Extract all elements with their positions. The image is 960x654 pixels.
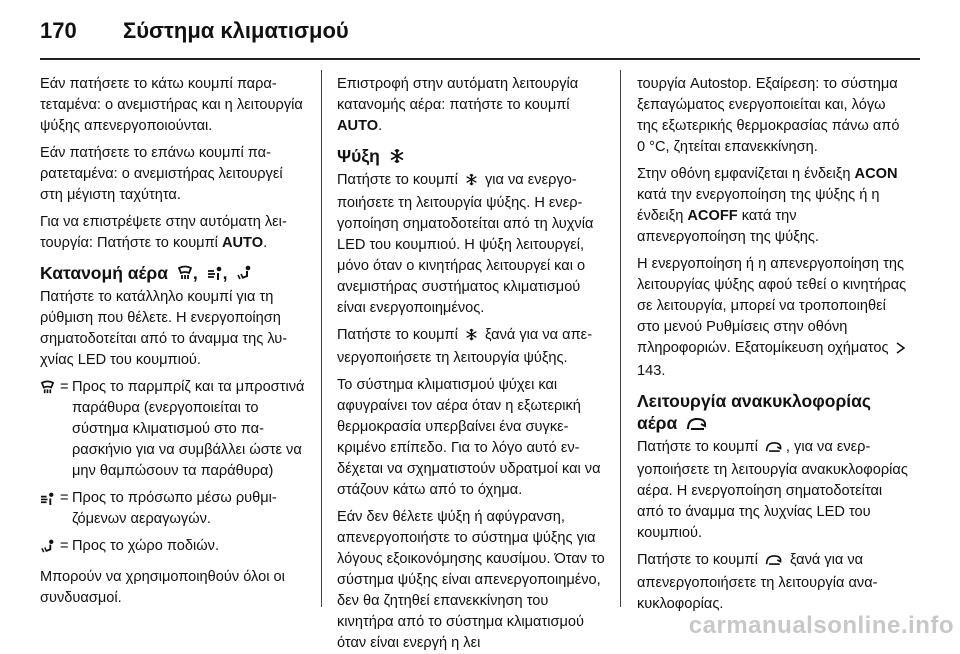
- windshield-airflow-icon: [40, 377, 60, 482]
- definition-text: Προς το παρμπρίζ και τα μπροστινά παράθυρα (ενεργοποιείται το σύστημα κλιματισμού στο παρασκήνιο για να συμβάλλει ώστε να μην θαμπώσουν τα παράθυρα): [72, 379, 305, 479]
- acoff-label: ACOFF: [687, 208, 738, 224]
- header-divider: [40, 58, 920, 60]
- footwell-airflow-icon: [236, 264, 252, 286]
- windshield-airflow-icon: [177, 264, 193, 286]
- paragraph: Πατήστε το κατάλληλο κουμπί για τη ρύθμιση που θέλετε. Η ενεργοποίηση σηματοδοτείται από το άναμμα της λυχνίας LED του κουμπιού.: [40, 289, 288, 368]
- recirculation-icon: [765, 552, 783, 573]
- column-divider-2: [620, 70, 621, 607]
- paragraph: Στην οθόνη εμφανίζεται η ένδειξη ACON κατά την ενεργοποίηση της ψύξης ή η ένδειξη ACOFF κατά την απενεργοποίηση της ψύξης.: [637, 166, 898, 245]
- face-airflow-icon: [40, 488, 60, 530]
- page-reference-arrow-icon: [896, 340, 905, 361]
- paragraph: Πατήστε το κουμπί ξανά για να απενεργοποιήσετε τη λειτουργία ανακυκλοφορίας.: [637, 552, 878, 612]
- paragraph: Η ενεργοποίηση ή η απενεργοποίηση της λειτουργίας ψύξης αφού τεθεί ο κινητήρας σε λειτουργία, μπορεί να τροποποιηθεί στο μενού Ρυθμίσεις στην οθόνη πληροφοριών. Εξατομίκευση οχήματος 143.: [637, 256, 907, 379]
- footwell-airflow-icon: [40, 536, 60, 557]
- auto-key-label: AUTO: [337, 118, 379, 134]
- auto-key-label: AUTO: [221, 235, 264, 251]
- watermark: carmanualsonline.info: [688, 612, 954, 639]
- paragraph: Το σύστημα κλιματισμού ψύχει και αφυγραίνει τον αέρα όταν η εξωτερική θερμοκρασία υπερβαίνει ένα συγκεκριμένο επίπεδο. Για το λόγο αυτό ενδέχεται να σχηματιστούν υδρατμοί και να στάζουν κάτω από το όχημα.: [337, 377, 601, 498]
- paragraph: Πατήστε το κουμπί , για να ενεργοποιήσετε τη λειτουργία ανακυκλοφορίας αέρα. Η ενεργοποίηση σηματοδοτείται από το άναμμα της λυχνίας LED του κουμπιού.: [637, 439, 908, 541]
- paragraph: Μπορούν να χρησιμοποιηθούν όλοι οι συνδυασμοί.: [40, 569, 285, 606]
- column-3: [637, 74, 909, 615]
- paragraph: Εάν πατήσετε το κάτω κουμπί παρατεταμένα: ο ανεμιστήρας και η λειτουργία ψύξης απενεργοποιούνται.: [40, 76, 303, 134]
- definition-feet: = Προς το χώρο ποδιών.: [40, 536, 308, 557]
- face-airflow-icon: [207, 264, 223, 286]
- paragraph: τουργία Autostop. Εξαίρεση: το σύστημα ξεπαγώματος ενεργοποιείται και, λόγω της εξωτερικής θερμοκρασίας πάνω από 0 °C, ζητείται επανεκκίνηση.: [637, 76, 900, 155]
- recirculation-icon: [765, 439, 783, 460]
- column-1: [40, 74, 308, 609]
- section-heading-recirculation: Λειτουργία ανακυκλοφορίας αέρα: [637, 390, 909, 436]
- definition-windshield: = Προς το παρμπρίζ και τα μπροστινά παράθυρα (ενεργοποιείται το σύστημα κλιματισμού στο παρασκήνιο για να συμβάλλει ώστε να μην θαμπώσουν τα παράθυρα): [40, 377, 308, 482]
- column-divider-1: [321, 70, 322, 607]
- definition-text: Προς το πρόσωπο μέσω ρυθμιζόμενων αεραγωγών.: [72, 490, 277, 527]
- paragraph: Πατήστε το κουμπί για να ενεργοποιήσετε τη λειτουργία ψύξης. Η ενεργοποίηση σηματοδοτείται από τη λυχνία LED του κουμπιού. Η ψύξη λειτουργεί, μόνο όταν ο κινητήρας λειτουργεί και ο ανεμιστήρας συστήματος κλιματισμού είναι ενεργοποιημένος.: [337, 172, 594, 316]
- snowflake-icon: [389, 147, 405, 169]
- page-title: Σύστημα κλιματισμού: [123, 18, 349, 43]
- paragraph: Επιστροφή στην αυτόματη λειτουργία κατανομής αέρα: πατήστε το κουμπί AUTO.: [337, 76, 579, 134]
- acon-label: ACON: [854, 166, 898, 182]
- snowflake-icon: [465, 172, 478, 193]
- column-2: [337, 74, 605, 654]
- paragraph: Πατήστε το κουμπί ξανά για να απενεργοποιήσετε τη λειτουργία ψύξης.: [337, 327, 593, 366]
- paragraph: Εάν δεν θέλετε ψύξη ή αφύγρανση, απενεργοποιήστε το σύστημα ψύξης για λόγους εξοικονόμησης καυσίμου. Όταν το σύστημα ψύξης είναι απενεργοποιημένο, δεν θα ζητηθεί επανεκκίνηση του κινητήρα από το σύστημα κλιματισμού όταν είναι ενεργή η λει: [337, 509, 605, 651]
- page-number: 170: [40, 18, 77, 43]
- section-heading-air-distribution: Κατανομή αέρα , ,: [40, 262, 308, 286]
- snowflake-icon: [465, 327, 478, 348]
- paragraph: Εάν πατήσετε το επάνω κουμπί παρατεταμένα: ο ανεμιστήρας λειτουργεί στη μέγιστη ταχύτητα.: [40, 145, 283, 203]
- recirculation-icon: [686, 414, 708, 436]
- page-reference-link[interactable]: 143: [637, 363, 662, 379]
- definition-text: Προς το χώρο ποδιών.: [72, 538, 219, 554]
- definition-face: = Προς το πρόσωπο μέσω ρυθμιζόμενων αεραγωγών.: [40, 488, 308, 530]
- paragraph: Για να επιστρέψετε στην αυτόματη λειτουργία: Πατήστε το κουμπί AUTO.: [40, 214, 287, 251]
- section-heading-cooling: Ψύξη: [337, 145, 605, 169]
